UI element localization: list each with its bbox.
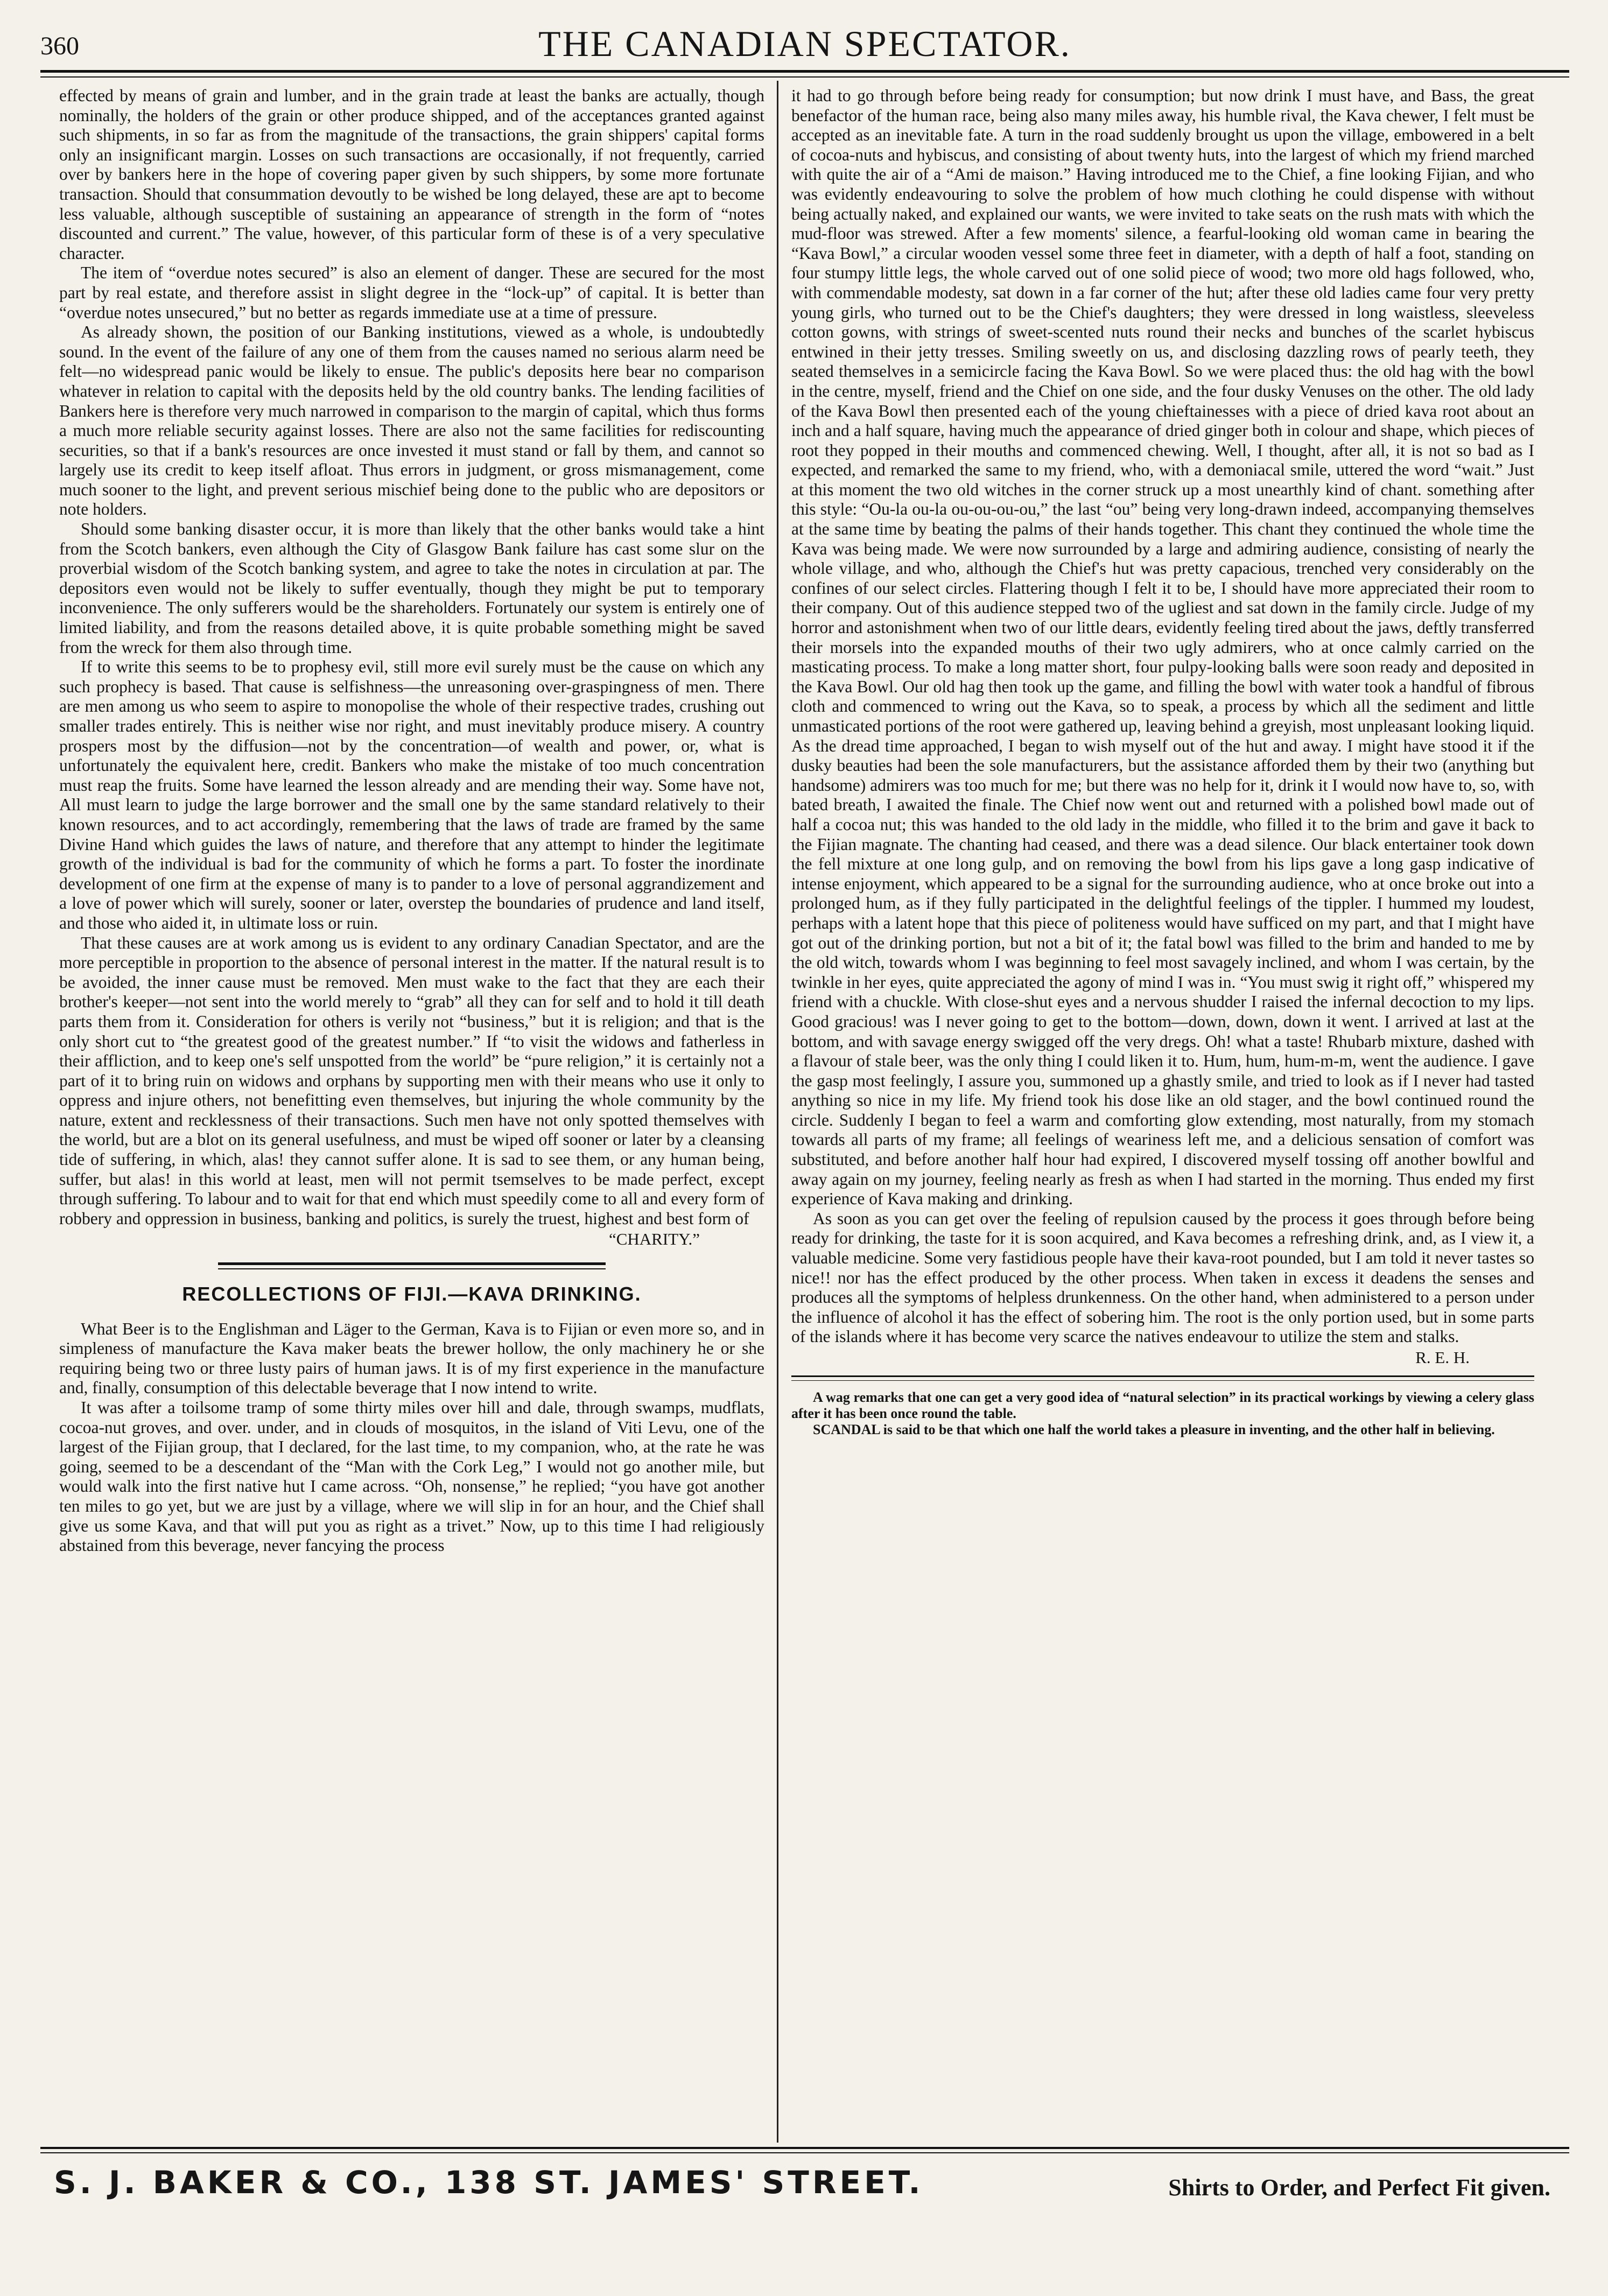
article-paragraph: What Beer is to the Englishman and Läger to the German, Kava is to Fijian or even more so, and in simpleness of manufacture the Kava maker beats the brewer hollow, the only machinery he or she requiring being two or three lusty pairs of human jaws. It is of my first experience in the manufacture and, finally, consumption of this delectable beverage that I now intend to write. bbox=[59, 1319, 764, 1398]
header-rule bbox=[40, 70, 1569, 73]
footer-rule-thin bbox=[40, 2152, 1569, 2153]
article-paragraph: That these causes are at work among us is evident to any ordinary Canadian Spectator, and are the more perceptible in proportion to the absence of personal interest in the matter. If the natural result is to be avoided, the inner cause must be removed. Men must wake to the fact that they are each their brother's keeper—not sent into the world merely to “grab” all they can for self and to hold it till death parts them from it. Consideration for others is verily not “business,” but it is religion; and that is the only short cut to “the greatest good of the greatest number.” If “to visit the widows and fatherless in their affliction, and to keep one's self unspotted from the world” be “pure religion,” it is certainly not a part of it to bring ruin on widows and orphans by supporting men with their means who use it only to oppress and injure others, not benefitting even themselves, but injuring the whole community by the nature, extent and recklessness of their transactions. Such men have not only spotted themselves with the world, but are a blot on its general usefulness, and must be wiped off sooner or later by a cleansing tide of suffering, in which, alas! they cannot suffer alone. It is sad to see them, or any human being, suffer, but alas! in this world at least, men will not permit tsemselves to be made perfect, except through suffering. To labour and to wait for that end which must speedily come to all and every form of robbery and oppression in business, banking and politics, is surely the truest, highest and best form of bbox=[59, 933, 764, 1228]
article-signature: “CHARITY.” bbox=[608, 1230, 700, 1249]
article-paragraph: If to write this seems to be to prophesy evil, still more evil surely must be the cause on which any such prophecy is based. That cause is selfishness—the unreasoning over-graspingness of men. There are men among us who seem to aspire to monopolise the whole of their respective trades, crushing out smaller trades entirely. This is neither wise nor right, and must inevitably produce misery. A country prospers most by the diffusion—not by the concentration—of wealth and power, or, what is unfortunately the equivalent here, credit. Bankers who make the mistake of too much concentration must reap the fruits. Some have learned the lesson already and are mending their way. Some have not, All must learn to judge the large borrower and the small one by the same standard relatively to their known resources, and to act accordingly, remembering that the laws of trade are framed by the same Divine Hand which guides the laws of nature, and therefore that any attempt to hinder the legitimate growth of the individual is bad for the community of which he forms a part. To foster the inordinate development of one firm at the expense of many is to pander to a love of personal aggrandizement and a love of power which will surely, sooner or later, overstep the boundaries of prudence and land itself, and those who aided it, in ultimate loss or ruin. bbox=[59, 657, 764, 932]
section-rule bbox=[218, 1262, 606, 1265]
article-paragraph: As soon as you can get over the feeling of repulsion caused by the process it goes through before being ready for drinking, the taste for it is soon acquired, and Kava becomes a refreshing drink, and, as I view it, a valuable medicine. Some very fastidious people have their kava-root pounded, but I am told it never tastes so nice!! nor has the effect produced by the other process. When taken in excess it deadens the senses and produces all the symptoms of helpless drunkenness. On the other hand, when administered to a person under the influence of alcohol it has the effect of sobering him. The root is the only portion used, but in some parts of the islands where it has become very scarce the natives endeavour to utilize the stem and stalks. bbox=[791, 1209, 1534, 1346]
column-divider bbox=[777, 81, 778, 2143]
left-column bbox=[59, 86, 764, 2132]
article-paragraph: As already shown, the position of our Banking institutions, viewed as a whole, is undoubtedly sound. In the event of the failure of any one of them from the causes named no serious alarm need be felt—no widespread panic would be likely to ensue. The public's deposits here bear no comparison whatever in relation to capital with the deposits held by the old country banks. The lending facilities of Bankers here is therefore very much narrowed in comparison to the margin of capital, which thus forms a much more reliable security against losses. There are also not the same facilities for rediscounting securities, so that if a bank's resources are once invested it must stand or fall by them, and cannot so largely use its credit to keep itself afloat. Thus errors in judgment, or gross mismanagement, come much sooner to the light, and prevent serious mischief being done to the public who are depositors or note holders. bbox=[59, 322, 764, 519]
article-signature: R. E. H. bbox=[1415, 1348, 1470, 1367]
note-paragraph: A wag remarks that one can get a very good idea of “natural selection” in its practical workings by viewing a celery glass after it has been once round the table. bbox=[791, 1389, 1534, 1421]
footer-rule bbox=[40, 2147, 1569, 2149]
advertiser-tagline: Shirts to Order, and Perfect Fit given. bbox=[1168, 2174, 1550, 2201]
right-column bbox=[791, 86, 1534, 2132]
page-number: 360 bbox=[40, 32, 79, 60]
notes-rule-thin bbox=[791, 1380, 1534, 1381]
notes-block bbox=[791, 1389, 1534, 1438]
advertisement-banner bbox=[48, 2158, 1567, 2217]
notes-rule bbox=[791, 1375, 1534, 1377]
article-paragraph: It was after a toilsome tramp of some thirty miles over hill and dale, through swamps, mudflats, cocoa-nut groves, and over. under, and in clouds of mosquitos, in the island of Viti Levu, one of the largest of the Fijian group, that I declared, for the last time, to my companion, who, at the rate he was going, seemed to be a descendant of the “Man with the Cork Leg,” I would not go another mile, but would walk into the first native hut I came across. “Oh, nonsense,” he replied; “you have got another ten miles to go yet, but we are just by a village, where we will slip in for an hour, and the Chief shall give us some Kava, and that will put you as right as a trivet.” Now, up to this time I had religiously abstained from this beverage, never fancying the process bbox=[59, 1398, 764, 1555]
note-paragraph: SCANDAL is said to be that which one half the world takes a pleasure in inventing, and the other half in believing. bbox=[813, 1421, 1495, 1437]
article-paragraph: The item of “overdue notes secured” is also an element of danger. These are secured for the most part by real estate, and therefore assist in slight degree in the “lock-up” of capital. It is better than “overdue notes unsecured,” but no better as regards immediate use at a time of pressure. bbox=[59, 263, 764, 322]
header-rule-thin bbox=[40, 76, 1569, 78]
section-heading: RECOLLECTIONS OF FIJI.—KAVA DRINKING. bbox=[182, 1283, 642, 1305]
article-paragraph: Should some banking disaster occur, it is more than likely that the other banks would take a hint from the Scotch bankers, even although the City of Glasgow Bank failure has cast some slur on the proverbial wisdom of the Scotch banking system, and agree to take the notes in circulation at par. The depositors even would not be likely to suffer eventually, though they might be put to temporary inconvenience. The only sufferers would be the shareholders. Fortunately our system is entirely one of limited liability, and from the reasons detailed above, it is quite probable something might be saved from the wreck for them also through time. bbox=[59, 519, 764, 657]
journal-title: THE CANADIAN SPECTATOR. bbox=[538, 23, 1071, 64]
masthead bbox=[40, 16, 1569, 67]
article-paragraph: effected by means of grain and lumber, and in the grain trade at least the banks are actually, though nominally, the holders of the grain or other produce shipped, and of the acceptances granted against such shipments, in so far as from the magnitude of the transactions, the grain shippers' capital forms only an insignificant margin. Losses on such transactions are occasionally, if not frequently, carried over by bankers here in the hope of covering paper given by such shippers, by some more fortunate transaction. Should that consummation devoutly to be wished be long delayed, these are apt to become less valuable, although susceptible of sustaining an appearance of strength in the form of “notes discounted and current.” The value, however, of this particular form of these is of a very speculative character. bbox=[59, 86, 764, 263]
section-rule-thin bbox=[218, 1268, 606, 1269]
article-paragraph: it had to go through before being ready for consumption; but now drink I must have, and Bass, the great benefactor of the human race, being also many miles away, his humble rival, the Kava chewer, I felt must be accepted as an inevitable fate. A turn in the road suddenly brought us upon the village, embowered in a belt of cocoa-nuts and hybiscus, and consisting of about twenty huts, into the largest of which my friend marched with quite the air of a “Ami de maison.” Having introduced me to the Chief, a fine looking Fijian, and who was evidently endeavouring to solve the problem of how much clothing he could dispense with without being actually naked, and explained our wants, we were invited to take seats on the rush mats with which the mud-floor was strewed. After a few moments' silence, a fearful-looking old woman came in bearing the “Kava Bowl,” a circular wooden vessel some three feet in diameter, with a depth of half a foot, standing on four stumpy little legs, the whole carved out of one solid piece of wood; two more old hags followed, who, with commendable modesty, sat down in a far corner of the hut; after these old ladies came four very pretty young girls, who turned out to be the Chief's daughters; they were dressed in long waistless, sleeveless cotton gowns, with strings of sweet-scented nuts round their necks and bunches of the scarlet hybiscus entwined in their jetty tresses. Smiling sweetly on us, and disclosing dazzling rows of pearly teeth, they seated themselves in a semicircle facing the Kava Bowl. So we were placed thus: the old hag with the bowl in the centre, myself, friend and the Chief on one side, and the four dusky Venuses on the other. The old lady of the Kava Bowl then presented each of the young chieftainesses with a piece of dried kava root about an inch and a half square, having much the appearance of dried ginger both in colour and shape, which pieces of root they popped in their mouths and commenced chewing. Well, I thought, after all, it is not so bad as I expected, and remarked the same to my friend, who, with a demoniacal smile, uttered the word “wait.” Just at this moment the two old witches in the corner struck up a most unearthly kind of chant. something after this style: “Ou-la ou-la ou-ou-ou-ou,” the last “ou” being very long-drawn indeed, accompanying themselves at the same time by beating the palms of their hands together. This chant they continued the whole time the Kava was being made. We were now surrounded by a large and admiring audience, consisting of nearly the whole village, and who, although the Chief's hut was pretty capacious, trenched very considerably on the confines of our select circles. Flattering though I felt it to be, I should have more appreciated their room to their company. Out of this audience stepped two of the ugliest and sat down in the family circle. Judge of my horror and astonishment when two of our little dears, evidently feeling tired about the jaws, deftly transferred their morsels into the expanded mouths of their two ugly admirers, who at once calmly carried on the masticating process. To make a long matter short, four pulpy-looking balls were soon ready and deposited in the Kava Bowl. Our old hag then took up the game, and filling the bowl with water took a handful of fibrous cloth and commenced to wring out the Kava, so to speak, a process by which all the sediment and little unmasticated portions of the root were gathered up, leaving behind a greyish, most unpleasant looking liquid. As the dread time approached, I began to wish myself out of the hut and away. I might have stood it if the dusky beauties had been the sole manufacturers, but the assistance afforded them by their two (anything but handsome) admirers was too much for me; but there was no help for it, drink it I would now have to, so, with bated breath, I awaited the finale. The Chief now went out and returned with a polished bowl made out of half a cocoa nut; this was handed to the old lady in the middle, who filled it to the brim and gave it back to the Fijian magnate. The chanting had ceased, and there was a dead silence. Our black entertainer took down the fell mixture at one long gulp, and on removing the bowl from his lips gave a long gasp indicative of intense enjoyment, which appeared to be a signal for the surrounding audience, who at once broke out into a prolonged hum, as if they fully participated in the delightful feelings of the tippler. I hummed my loudest, perhaps with a latent hope that this piece of politeness would have sufficed on my part, and that I might have got out of the drinking portion, but not a bit of it; the fatal bowl was filled to the brim and handed to me by the old witch, towards whom I was beginning to feel most savagely inclined, and whom I was certain, by the twinkle in her eyes, quite appreciated the agony of mind I was in. “You must swig it right off,” whispered my friend with a chuckle. With close-shut eyes and a nervous shudder I raised the infernal decoction to my lips. Good gracious! was I never going to get to the bottom—down, down, down it went. I arrived at last at the bottom, and with savage energy swigged off the very dregs. Oh! what a taste! Rhubarb mixture, dashed with a flavour of stale beer, was the only thing I could liken it to. Hum, hum, hum-m-m, went the audience. I gave the gasp most feelingly, I assure you, summoned up a ghastly smile, and tried to look as if I never had tasted anything so nice in my life. My friend took his dose like an old stager, and the bowl continued round the circle. Suddenly I began to feel a warm and comforting glow extending, most naturally, from my stomach towards all parts of my frame; all feelings of weariness left me, and a delicious sensation of comfort was substituted, and before another half hour had expired, I discovered myself tossing off another bowlful and away again on my journey, feeling nearly as fresh as when I had started in the morning. Thus ended my first experience of Kava making and drinking. bbox=[791, 86, 1534, 1209]
advertiser-name: S. J. BAKER & CO., 138 ST. JAMES' STREET. bbox=[54, 2164, 924, 2201]
